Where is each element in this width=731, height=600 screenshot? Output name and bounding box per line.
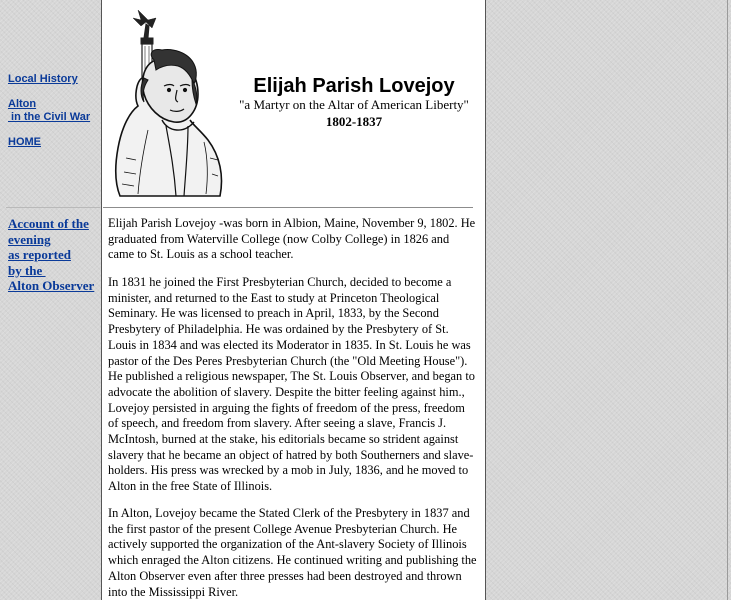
biography-paragraph: In Alton, Lovejoy became the Stated Clerk of the Presbytery in 1837 and the first pastor of the present College Avenue Presbyterian Church. He actively supported the organization of the Ant-slavery Society of Illinois which enraged the Alton citizens. He continued writing and publishing the Alton Observer even after three presses had been destroyed and thrown into the Mississippi River. [108, 506, 477, 599]
nav-home-link[interactable]: HOME [8, 136, 41, 148]
portrait-bust [116, 50, 222, 196]
page-subtitle: "a Martyr on the Altar of American Liberty" [239, 97, 469, 112]
nav-local-history-link[interactable]: Local History [8, 73, 78, 85]
header-divider [103, 207, 473, 208]
left-column-divider [101, 0, 102, 600]
account-of-evening-link[interactable]: Account of the evening as reported by the Alton Observer [8, 216, 95, 293]
right-column-divider [485, 0, 486, 600]
biography-paragraph: In 1831 he joined the First Presbyterian Church, decided to become a minister, and returned to the East to study at Princeton Theological Seminary. He was licensed to preach in April, 1833, by the Second Presbytery of Philadelphia. He was ordained by the Presbytery of St. Louis in 1834 and was elected its Moderator in 1835. In St. Louis he was pastor of the Des Peres Presbyterian Church (the "Old Meeting House"). He published a religious newspaper, The St. Louis Observer, and began to advocate the abolition of slavery. Despite the bitter feeling against him., Lovejoy persisted in arguing the fights of freedom of the press, freedom of speech, and freedom from slavery. After seeing a slave, Francis J. McIntosh, burned at the stake, his editorials became so strident against slavery that he became an object of hatred by both Southerners and slave-holders. His press was wrecked by a mob in July, 1836, and he moved to Alton in the free State of Illinois. [108, 275, 475, 494]
sidebar-divider [6, 207, 100, 208]
lovejoy-portrait-engraving [108, 8, 234, 198]
page-title: Elijah Parish Lovejoy [253, 75, 455, 97]
nav-alton-civil-war-link[interactable]: Alton in the Civil War [8, 98, 91, 123]
lifespan-years: 1802-1837 [325, 114, 383, 129]
page-edge-divider [727, 0, 728, 600]
biography-paragraph: Elijah Parish Lovejoy -was born in Albion, Maine, November 9, 1802. He graduated from Waterville College (now Colby College) in 1826 and came to St. Louis as a school teacher. [108, 216, 476, 262]
